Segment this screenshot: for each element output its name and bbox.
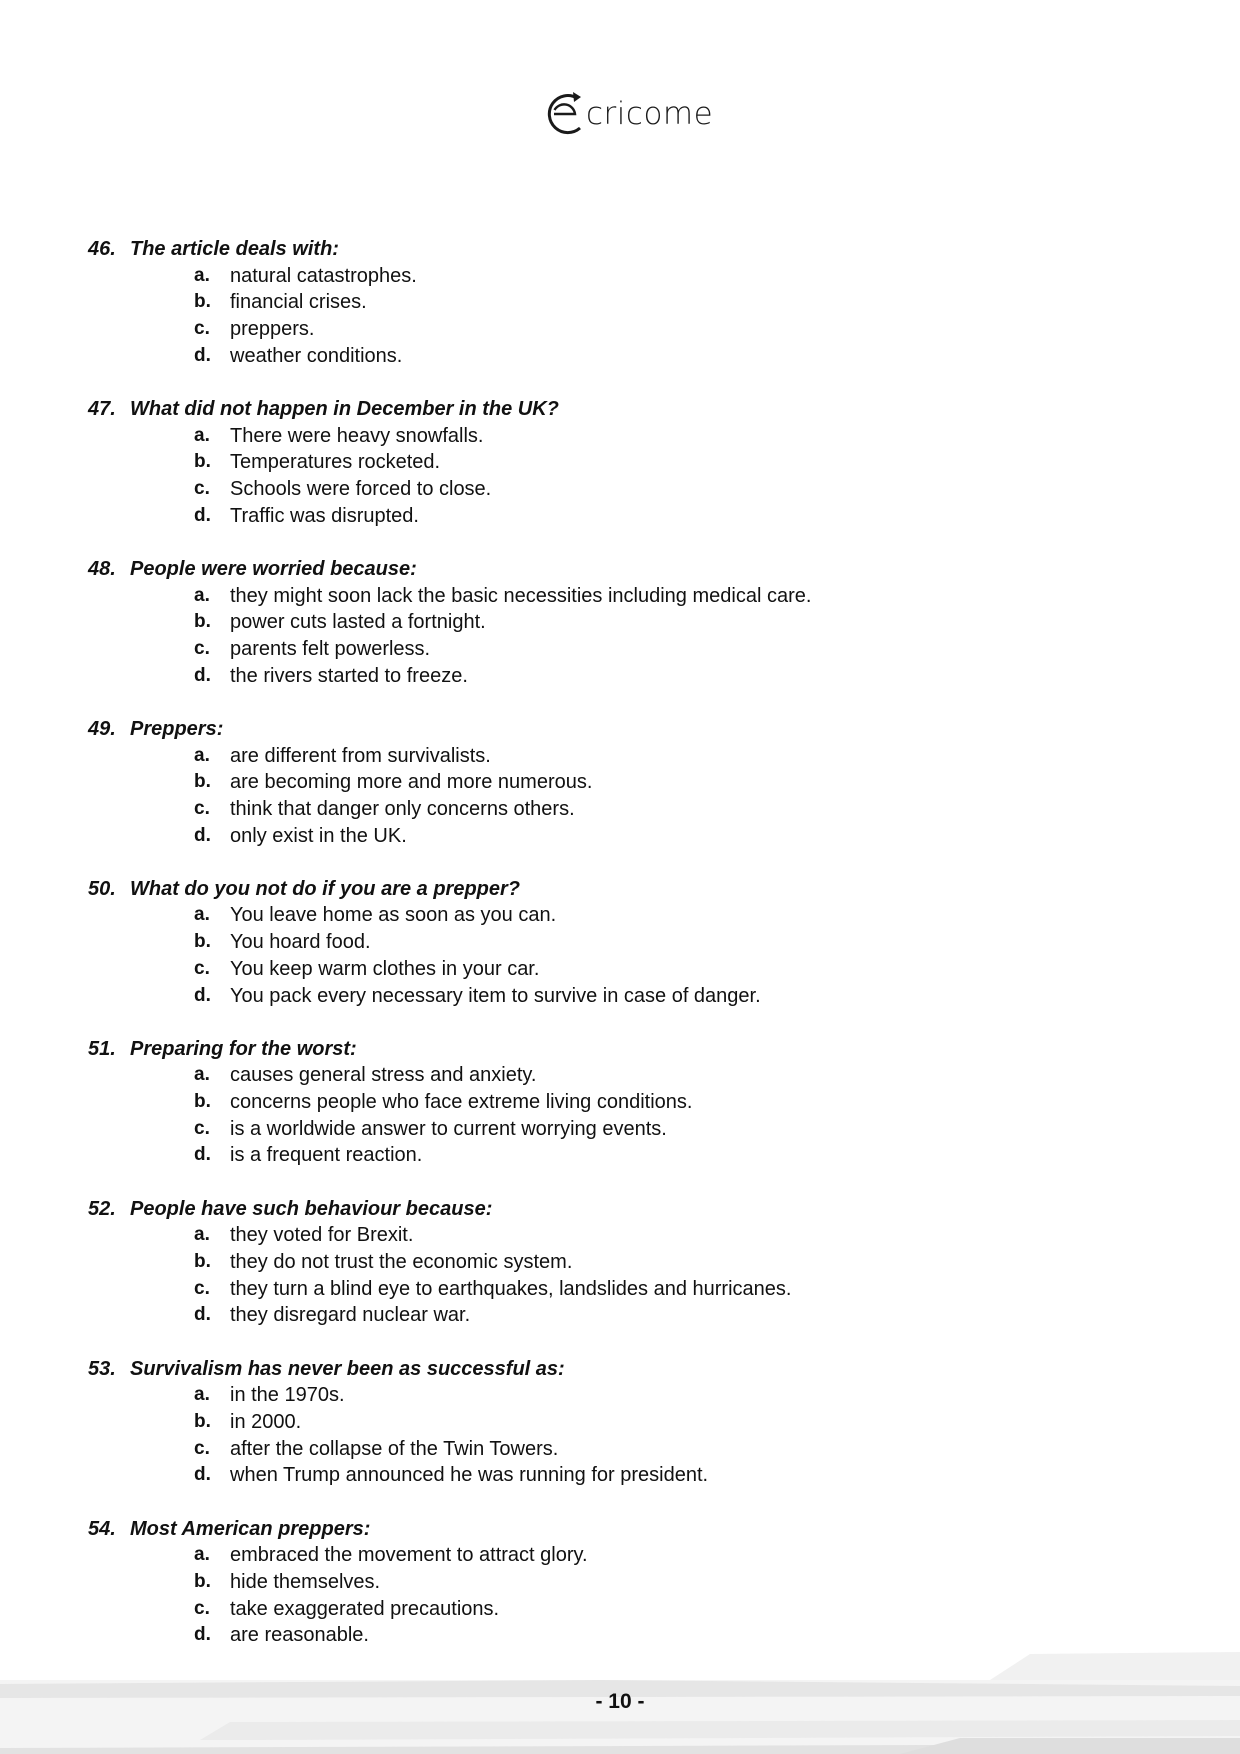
option-text: take exaggerated precautions. (230, 1597, 500, 1620)
answer-option (88, 929, 1168, 956)
answer-option (88, 956, 1168, 983)
answer-option (88, 503, 1168, 530)
option-text: are reasonable. (230, 1624, 369, 1647)
question-text: What did not happen in December in the UK? (130, 397, 559, 420)
answer-option (88, 743, 1168, 770)
option-text: hide themselves. (230, 1570, 381, 1593)
option-text: parents felt powerless. (230, 637, 431, 660)
answer-option (88, 476, 1168, 503)
option-letter: a. (194, 424, 210, 446)
question-number: 51. (88, 1037, 116, 1060)
option-letter: c. (194, 1437, 210, 1459)
question-51 (88, 1036, 1168, 1169)
question-54 (88, 1516, 1168, 1649)
ecricome-e-icon (544, 86, 588, 142)
answer-option (88, 1089, 1168, 1116)
option-text: are becoming more and more numerous. (230, 771, 593, 794)
option-text: in the 1970s. (230, 1384, 345, 1407)
option-letter: c. (194, 1597, 210, 1619)
option-letter: b. (194, 931, 211, 953)
question-47 (88, 396, 1168, 529)
answer-option (88, 1276, 1168, 1303)
question-heading (88, 876, 1168, 903)
option-letter: b. (194, 451, 211, 473)
option-text: financial crises. (230, 291, 367, 314)
answer-option (88, 1116, 1168, 1143)
question-heading (88, 236, 1168, 263)
answer-option (88, 263, 1168, 290)
option-text: You keep warm clothes in your car. (230, 957, 540, 980)
option-text: natural catastrophes. (230, 264, 417, 287)
question-49 (88, 716, 1168, 849)
answer-option (88, 1436, 1168, 1463)
answer-option (88, 289, 1168, 316)
answer-option (88, 1542, 1168, 1569)
option-text: causes general stress and anxiety. (230, 1064, 537, 1087)
option-text: concerns people who face extreme living conditions. (230, 1091, 693, 1114)
answer-option (88, 902, 1168, 929)
answer-option (88, 796, 1168, 823)
option-letter: c. (194, 957, 210, 979)
option-letter: d. (194, 1464, 211, 1486)
answer-option (88, 663, 1168, 690)
question-number: 48. (88, 557, 116, 580)
option-letter: c. (194, 797, 210, 819)
option-letter: d. (194, 1144, 211, 1166)
question-heading (88, 1196, 1168, 1223)
answer-option (88, 583, 1168, 610)
question-50 (88, 876, 1168, 1009)
option-text: is a worldwide answer to current worrying events. (230, 1117, 667, 1140)
option-letter: a. (194, 904, 210, 926)
option-letter: b. (194, 611, 211, 633)
option-text: they might soon lack the basic necessities including medical care. (230, 584, 812, 607)
option-text: they disregard nuclear war. (230, 1304, 471, 1327)
ecricome-logo (544, 86, 714, 142)
question-heading (88, 1516, 1168, 1543)
option-text: they turn a blind eye to earthquakes, landslides and hurricanes. (230, 1277, 792, 1300)
logo-wordmark: cricome (586, 96, 714, 132)
question-heading (88, 396, 1168, 423)
answer-option (88, 1569, 1168, 1596)
option-text: power cuts lasted a fortnight. (230, 611, 486, 634)
option-letter: b. (194, 1410, 211, 1432)
question-text: Most American preppers: (130, 1517, 371, 1540)
answer-option (88, 1249, 1168, 1276)
option-letter: a. (194, 1064, 210, 1086)
answer-option (88, 1462, 1168, 1489)
question-heading (88, 1356, 1168, 1383)
answer-option (88, 1409, 1168, 1436)
question-heading (88, 556, 1168, 583)
option-text: after the collapse of the Twin Towers. (230, 1437, 559, 1460)
option-text: weather conditions. (230, 344, 403, 367)
option-text: they voted for Brexit. (230, 1224, 414, 1247)
option-letter: a. (194, 1384, 210, 1406)
option-letter: c. (194, 318, 210, 340)
option-letter: b. (194, 1251, 211, 1272)
option-letter: c. (194, 1277, 210, 1299)
question-52 (88, 1196, 1168, 1329)
option-letter: d. (194, 504, 211, 526)
option-text: preppers. (230, 318, 315, 341)
question-text: Survivalism has never been as successful as: (130, 1357, 565, 1380)
option-letter: b. (194, 1570, 211, 1592)
option-letter: b. (194, 291, 211, 313)
question-text: Preppers: (130, 717, 224, 740)
option-text: You pack every necessary item to survive in case of danger. (230, 984, 761, 1007)
answer-option (88, 343, 1168, 370)
option-text: when Trump announced he was running for president. (230, 1464, 709, 1487)
question-number: 52. (88, 1197, 116, 1220)
option-letter: a. (194, 584, 210, 606)
option-letter: d. (194, 824, 211, 846)
option-text: Traffic was disrupted. (230, 504, 419, 527)
question-text: The article deals with: (130, 238, 339, 260)
answer-option (88, 1596, 1168, 1623)
question-number: 49. (88, 717, 116, 740)
answer-option (88, 983, 1168, 1010)
question-heading (88, 716, 1168, 743)
option-text: are different from survivalists. (230, 744, 491, 767)
page-number: - 10 - (595, 1690, 645, 1713)
question-number: 50. (88, 877, 116, 900)
option-letter: b. (194, 1091, 211, 1113)
option-text: in 2000. (230, 1410, 302, 1433)
option-text: the rivers started to freeze. (230, 664, 468, 687)
answer-option (88, 1222, 1168, 1249)
option-text: You leave home as soon as you can. (230, 904, 557, 927)
option-letter: a. (194, 1224, 210, 1246)
question-48 (88, 556, 1168, 689)
answer-option (88, 1302, 1168, 1329)
option-text: embraced the movement to attract glory. (230, 1544, 588, 1567)
option-letter: a. (194, 264, 210, 286)
answer-option (88, 823, 1168, 850)
option-text: Schools were forced to close. (230, 478, 492, 500)
answer-option (88, 1382, 1168, 1409)
question-number: 54. (88, 1517, 116, 1540)
option-letter: c. (194, 1117, 210, 1139)
option-letter: d. (194, 984, 211, 1006)
answer-option (88, 1142, 1168, 1169)
question-number: 46. (88, 238, 116, 260)
answer-option (88, 449, 1168, 476)
answer-option (88, 1062, 1168, 1089)
option-letter: a. (194, 1544, 210, 1566)
question-number: 47. (88, 397, 116, 420)
option-text: Temperatures rocketed. (230, 451, 441, 474)
question-text: What do you not do if you are a prepper? (130, 877, 521, 900)
answer-option (88, 636, 1168, 663)
question-46 (88, 236, 1168, 369)
option-text: only exist in the UK. (230, 824, 407, 847)
option-letter: d. (194, 664, 211, 686)
question-53 (88, 1356, 1168, 1489)
question-text: Preparing for the worst: (130, 1037, 357, 1060)
option-letter: b. (194, 771, 211, 793)
option-text: think that danger only concerns others. (230, 797, 575, 820)
question-text: People were worried because: (130, 557, 417, 580)
option-text: There were heavy snowfalls. (230, 424, 484, 447)
question-list (88, 236, 1168, 1675)
option-letter: a. (194, 744, 210, 766)
option-letter: d. (194, 1624, 211, 1646)
answer-option (88, 769, 1168, 796)
option-letter: c. (194, 637, 210, 659)
option-text: is a frequent reaction. (230, 1144, 423, 1167)
answer-option (88, 423, 1168, 450)
option-letter: c. (194, 478, 210, 499)
answer-option (88, 609, 1168, 636)
question-text: People have such behaviour because: (130, 1197, 493, 1220)
option-letter: d. (194, 1304, 211, 1326)
question-number: 53. (88, 1357, 116, 1380)
option-letter: d. (194, 344, 211, 366)
question-heading (88, 1036, 1168, 1063)
answer-option (88, 316, 1168, 343)
option-text: You hoard food. (230, 931, 371, 954)
option-text: they do not trust the economic system. (230, 1251, 573, 1273)
